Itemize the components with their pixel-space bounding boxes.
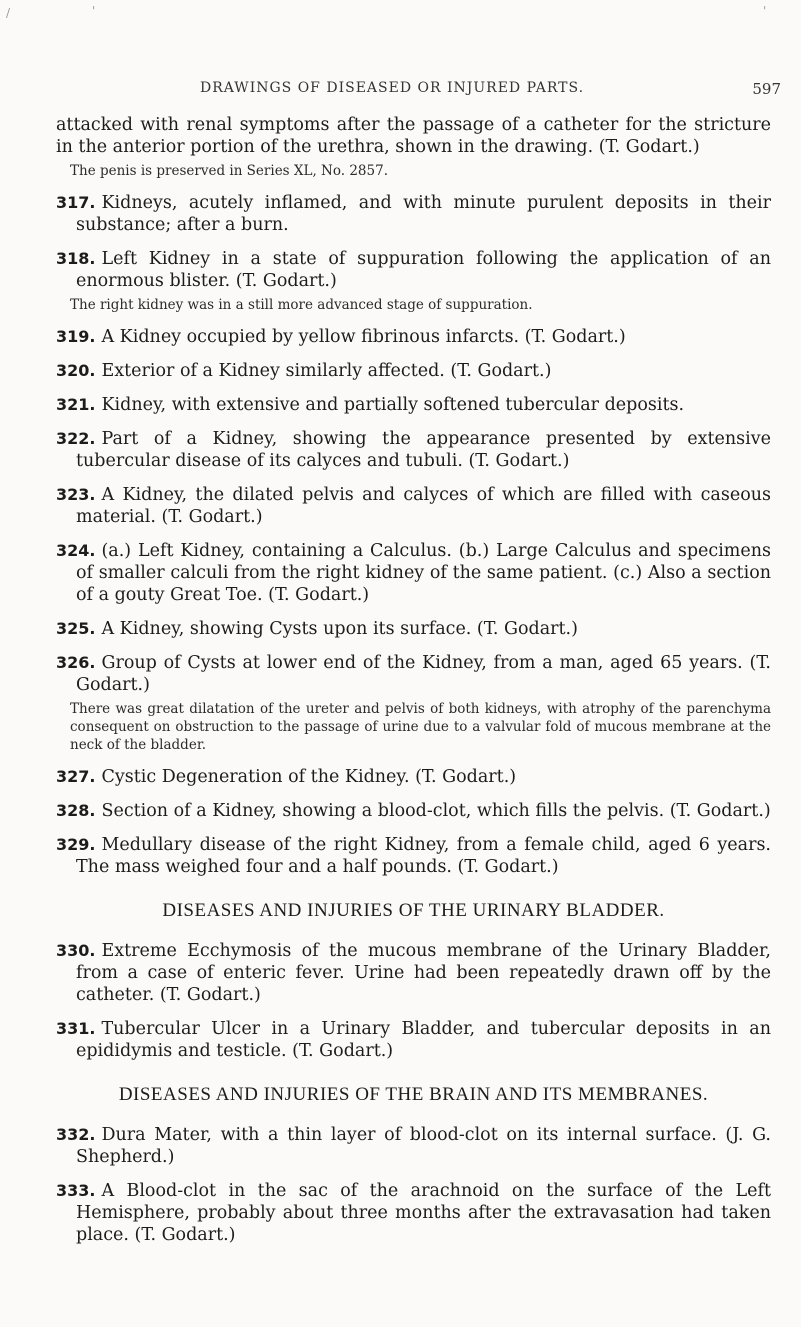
- catalogue-entry: [56, 1124, 771, 1168]
- entry-text: Kidneys, acutely inflamed, and with minute purulent deposits in their substance; after a burn.: [76, 193, 771, 235]
- entry-number: 331.: [56, 1019, 96, 1038]
- entry-text: Extreme Ecchymosis of the mucous membrane of the Urinary Bladder, from a case of enteric fever. Urine had been repeatedly drawn off by the catheter. (T. Godart.): [76, 941, 771, 1005]
- catalogue-entry: [56, 540, 771, 606]
- page-content: [56, 114, 771, 1258]
- catalogue-entry: [56, 394, 771, 416]
- entry-number: 317.: [56, 193, 96, 212]
- entry-note: The right kidney was in a still more advanced stage of suppuration.: [70, 297, 533, 313]
- catalogue-entry: [56, 428, 771, 472]
- scan-mark: ': [763, 4, 767, 18]
- catalogue-entry: [56, 940, 771, 1006]
- page-number: 597: [752, 80, 781, 98]
- entry-text: Tubercular Ulcer in a Urinary Bladder, and tubercular deposits in an epididymis and testicle. (T. Godart.): [76, 1019, 771, 1061]
- entry-number: 330.: [56, 941, 96, 960]
- entry-text: Exterior of a Kidney similarly affected. (T. Godart.): [101, 361, 552, 381]
- catalogue-entry: [56, 1018, 771, 1062]
- section-title-brain: DISEASES AND INJURIES OF THE BRAIN AND ITS MEMBRANES.: [118, 1084, 709, 1105]
- entry-number: 326.: [56, 653, 96, 672]
- entry-number: 321.: [56, 395, 96, 414]
- catalogue-entry: [56, 360, 771, 382]
- catalogue-entry: [56, 248, 771, 292]
- entry-text: Cystic Degeneration of the Kidney. (T. Godart.): [101, 767, 517, 787]
- catalogue-entry: [56, 484, 771, 528]
- catalogue-entry: [56, 766, 771, 788]
- catalogue-entry: [56, 1180, 771, 1246]
- catalogue-entry: [56, 192, 771, 236]
- entry-text: Group of Cysts at lower end of the Kidney, from a man, aged 65 years. (T. Godart.): [76, 653, 771, 695]
- brain-entries: [56, 1124, 771, 1246]
- running-header: [200, 80, 781, 98]
- scan-mark: ': [92, 4, 96, 18]
- entry-number: 333.: [56, 1181, 96, 1200]
- entry-number: 323.: [56, 485, 96, 504]
- entry-number: 322.: [56, 429, 96, 448]
- entry-number: 325.: [56, 619, 96, 638]
- entry-number: 328.: [56, 801, 96, 820]
- entry-text: Part of a Kidney, showing the appearance presented by extensive tubercular disease of its calyces and tubuli. (T. Godart.): [76, 429, 771, 471]
- entry-number: 318.: [56, 249, 96, 268]
- continued-note: The penis is preserved in Series XL, No. 2857.: [70, 163, 388, 179]
- entry-text: (a.) Left Kidney, containing a Calculus. (b.) Large Calculus and specimens of smaller calculi from the right kidney of the same patient. (c.) Also a section of a gouty Great Toe. (T. Godart.): [76, 541, 771, 605]
- catalogue-entry: [56, 800, 771, 822]
- entry-text: Kidney, with extensive and partially softened tubercular deposits.: [101, 395, 685, 415]
- entry-text: Section of a Kidney, showing a blood-clot, which fills the pelvis. (T. Godart.): [101, 801, 771, 821]
- catalogue-entry: [56, 652, 771, 696]
- entry-text: A Kidney, the dilated pelvis and calyces of which are filled with caseous material. (T. Godart.): [76, 485, 771, 527]
- entry-text: A Kidney occupied by yellow fibrinous infarcts. (T. Godart.): [101, 327, 626, 347]
- entry-number: 320.: [56, 361, 96, 380]
- catalogue-entry: [56, 834, 771, 878]
- running-title: DRAWINGS OF DISEASED OR INJURED PARTS.: [200, 80, 585, 96]
- entry-text: Medullary disease of the right Kidney, from a female child, aged 6 years. The mass weighed four and a half pounds. (T. Godart.): [76, 835, 771, 877]
- continued-paragraph: attacked with renal symptoms after the passage of a catheter for the stricture in the anterior portion of the urethra, shown in the drawing. (T. Godart.): [56, 115, 771, 157]
- catalogue-entry: [56, 326, 771, 348]
- catalogue-entry: [56, 618, 771, 640]
- entry-note: There was great dilatation of the ureter and pelvis of both kidneys, with atrophy of the parenchyma consequent on obstruction to the passage of urine due to a valvular fold of mucous membrane at the neck of the bladder.: [70, 701, 771, 753]
- kidney-entries: [56, 192, 771, 878]
- entry-number: 329.: [56, 835, 96, 854]
- entry-number: 332.: [56, 1125, 96, 1144]
- entry-text: A Blood-clot in the sac of the arachnoid on the surface of the Left Hemisphere, probably about three months after the extravasation had taken place. (T. Godart.): [76, 1181, 771, 1245]
- entry-text: Left Kidney in a state of suppuration following the application of an enormous blister. (T. Godart.): [76, 249, 771, 291]
- entry-text: Dura Mater, with a thin layer of blood-clot on its internal surface. (J. G. Shepherd.): [76, 1125, 771, 1167]
- bladder-entries: [56, 940, 771, 1062]
- entry-number: 319.: [56, 327, 96, 346]
- entry-number: 327.: [56, 767, 96, 786]
- section-title-bladder: DISEASES AND INJURIES OF THE URINARY BLADDER.: [162, 900, 665, 921]
- scan-mark: /: [6, 6, 11, 20]
- entry-text: A Kidney, showing Cysts upon its surface. (T. Godart.): [101, 619, 578, 639]
- entry-number: 324.: [56, 541, 96, 560]
